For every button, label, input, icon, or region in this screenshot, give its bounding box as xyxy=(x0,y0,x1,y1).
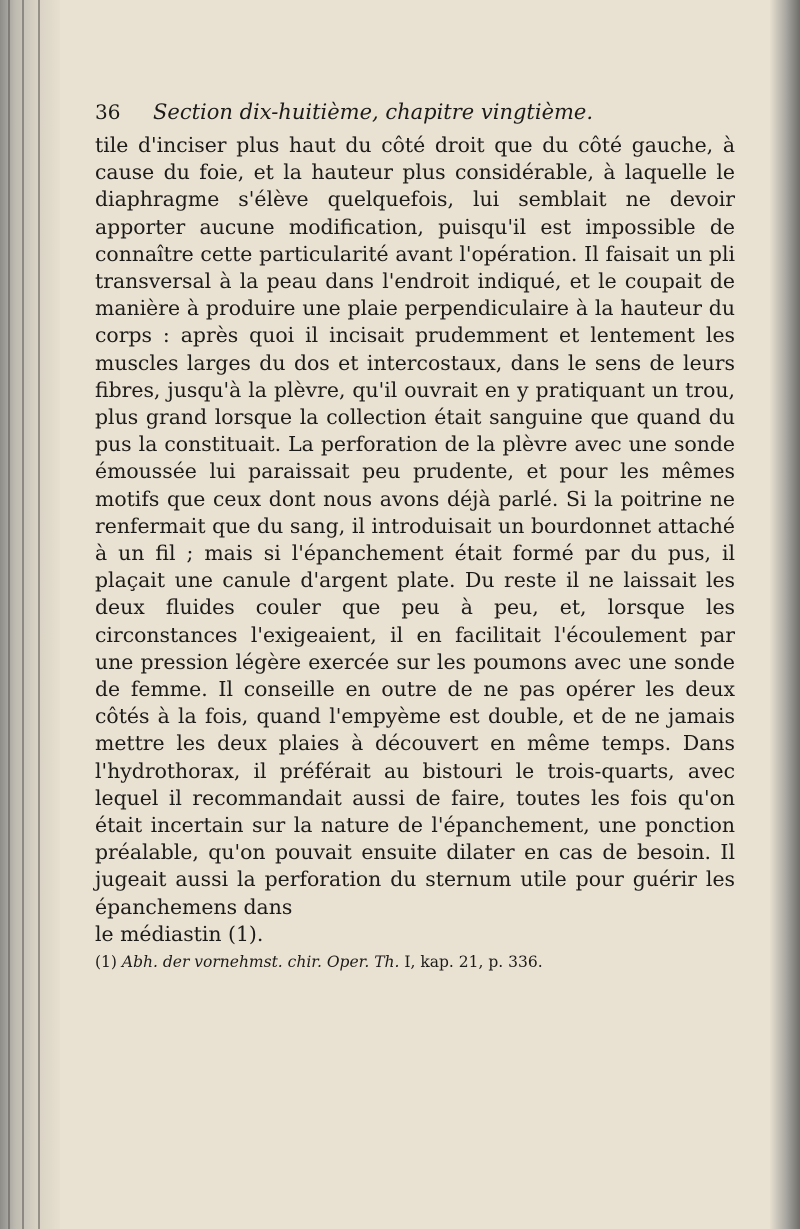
running-head: Section dix-huitième, chapitre vingtième. xyxy=(153,100,594,124)
main-paragraph: tile d'inciser plus haut du côté droit que du côté gauche, à cause du foie, et la hauteur plus considérable, à laquelle le diaphragme s'élève quelquefois, lui semblait ne devoir apporter aucune modification, puisqu'il est impossible de connaître cette particularité avant l'opération. Il faisait un pli transversal à la peau dans l'endroit indiqué, et le coupait de manière à produire une plaie perpendiculaire à la hauteur du corps : après quoi il incisait prudemment et lentement les muscles larges du dos et intercostaux, dans le sens de leurs fibres, jusqu'à la plèvre, qu'il ouvrait en y pratiquant un trou, plus grand lorsque la collection était sanguine que quand du pus la constituait. La perforation de la plèvre avec une sonde émoussée lui paraissait peu prudente, et pour les mêmes motifs que ceux dont nous avons déjà parlé. Si la poitrine ne renfermait que du sang, il introduisait un bourdonnet attaché à un fil ; mais si l'épanchement était formé par du pus, il plaçait une canule d'argent plate. Du reste il ne laissait les deux fluides couler que peu à peu, et, lorsque les circonstances l'exigeaient, il en facilitait l'écoulement par une pression légère exercée sur les poumons avec une sonde de femme. Il conseille en outre de ne pas opérer les deux côtés à la fois, quand l'empyème est double, et de ne jamais mettre les deux plaies à découvert en même temps. Dans l'hydrothorax, il préférait au bistouri le trois-quarts, avec lequel il recommandait aussi de faire, toutes les fois qu'on était incertain sur la nature de l'épanchement, une ponction préalable, qu'on pouvait ensuite dilater en cas de besoin. Il jugeait aussi la perforation du sternum utile pour guérir les épanchemens dans xyxy=(95,133,735,919)
footnote-marker: (1) xyxy=(95,953,117,972)
book-page xyxy=(95,100,735,972)
page-header xyxy=(95,100,735,130)
closing-line: le médiastin (1). xyxy=(95,921,264,946)
page-number: 36 xyxy=(95,100,121,124)
footnote-reference: I, kap. 21, p. 336. xyxy=(404,953,543,972)
spine-line xyxy=(38,0,40,1229)
book-spine-shadow xyxy=(0,0,60,1229)
footnote-title: Abh. der vornehmst. chir. Oper. Th. xyxy=(121,953,400,972)
footnote xyxy=(95,952,735,972)
spine-line xyxy=(22,0,24,1229)
body-text xyxy=(95,132,735,948)
spine-line xyxy=(8,0,10,1229)
page-edge-shadow xyxy=(770,0,800,1229)
